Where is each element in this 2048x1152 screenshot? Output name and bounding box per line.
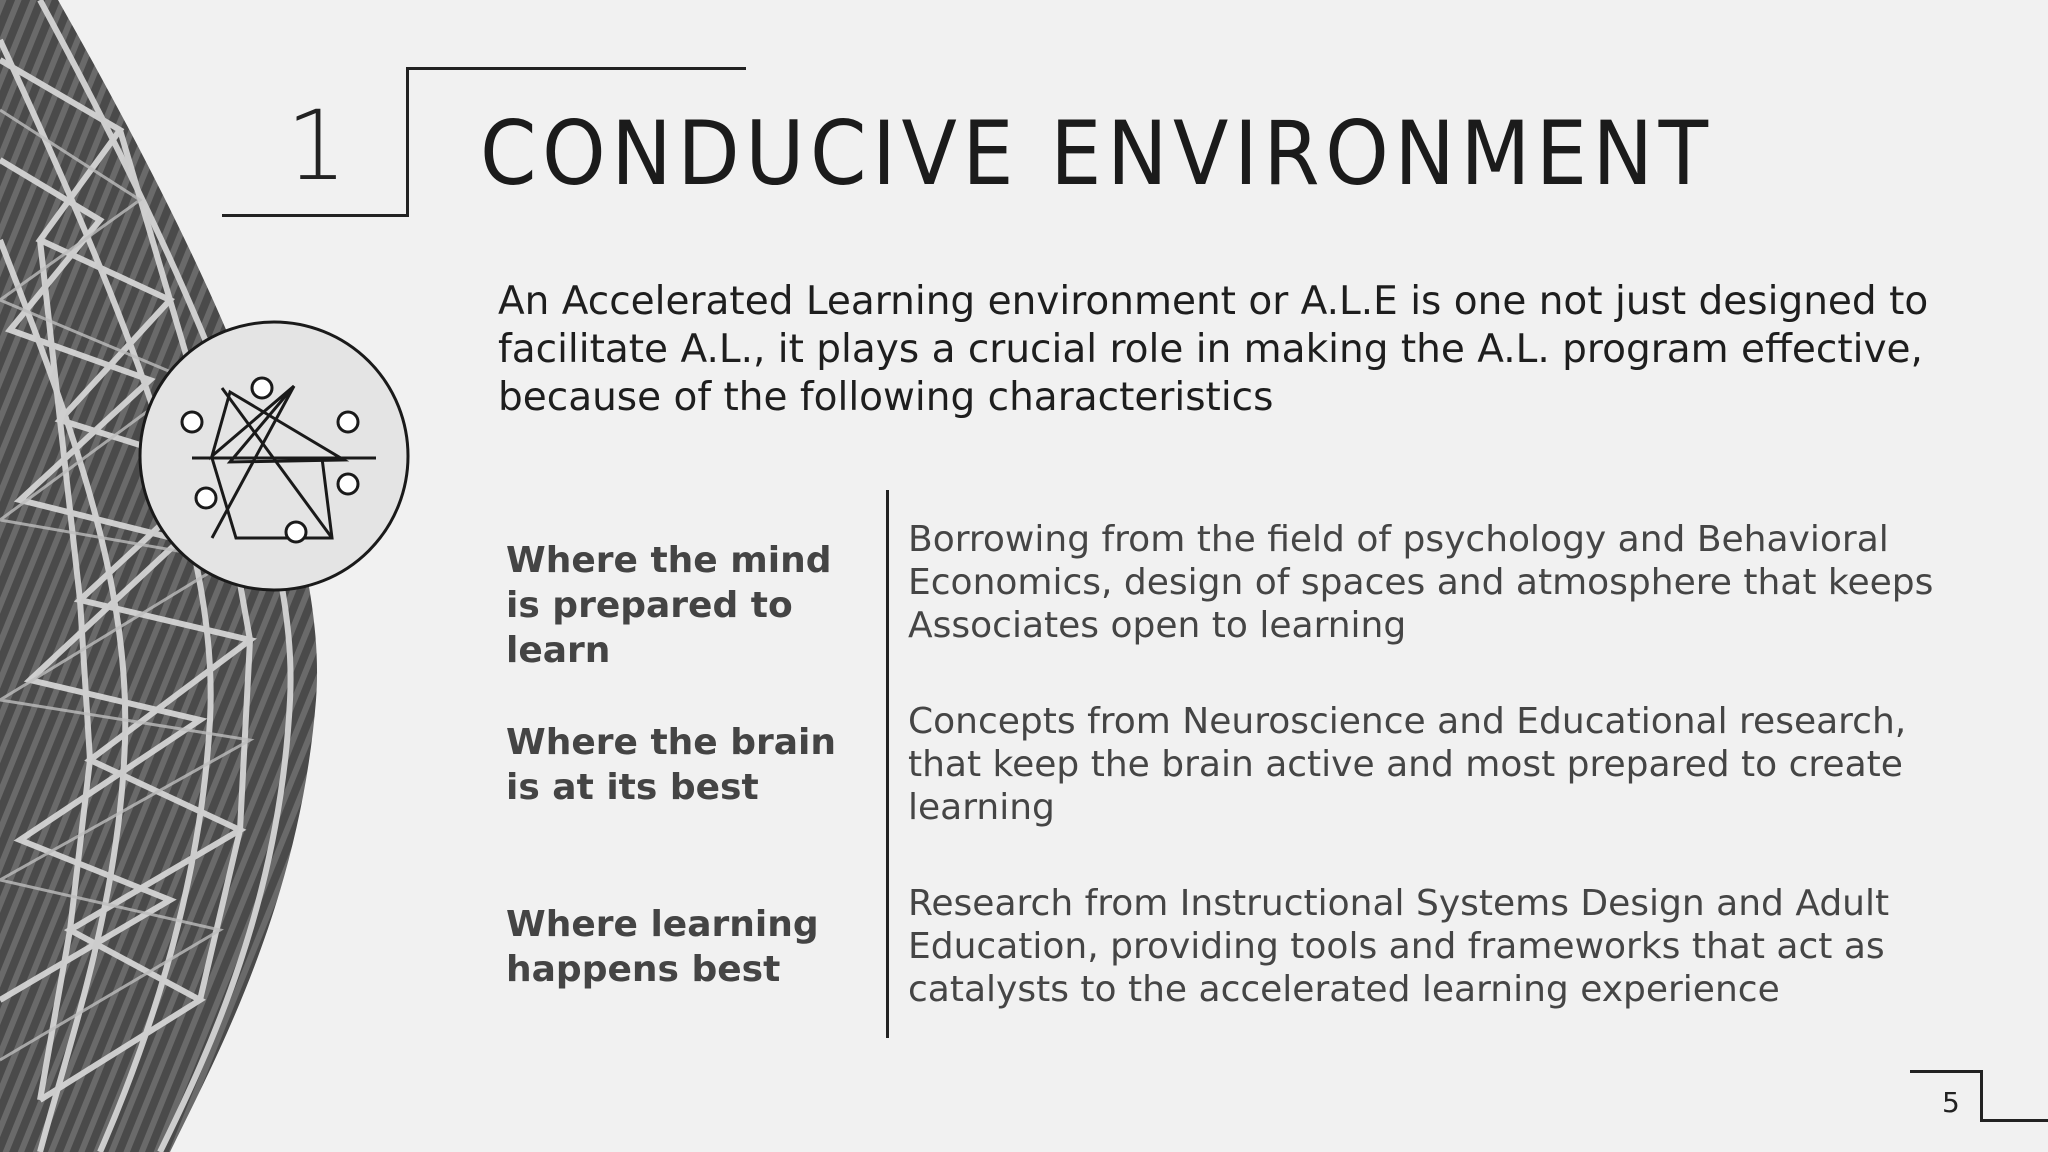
- page-bracket-vertical: [1980, 1070, 1983, 1122]
- page-number: 5: [1942, 1086, 1960, 1119]
- row-label-mind: Where the mind is prepared to learn: [506, 540, 832, 671]
- column-divider: [886, 490, 889, 1038]
- intro-paragraph: An Accelerated Learning environment or A.L.E is one not just designed to facilitate A.L., it plays a crucial role in making the A.L. program effective, because of the following characteristics: [498, 279, 1929, 420]
- row-label-learning: Where learning happens best: [506, 904, 819, 990]
- slide-title: CONDUCIVE ENVIRONMENT: [480, 102, 1714, 205]
- title-bracket-top: [406, 67, 746, 70]
- page-bracket-bottom: [1980, 1119, 2048, 1122]
- row-description-brain: Concepts from Neuroscience and Educational research, that keep the brain active and most prepared to create learning: [908, 701, 1907, 828]
- section-number: 1: [286, 90, 348, 202]
- row-description-mind: Borrowing from the field of psychology and Behavioral Economics, design of spaces and atmosphere that keeps Associates open to learning: [908, 519, 1934, 646]
- title-bracket-vertical: [406, 67, 409, 217]
- row-description-learning: Research from Instructional Systems Design and Adult Education, providing tools and frameworks that act as catalysts to the accelerated learning experience: [908, 883, 1890, 1010]
- title-bracket-bottom: [222, 214, 409, 217]
- page-bracket-top: [1910, 1070, 1982, 1073]
- star-circle-people-icon: [136, 318, 412, 594]
- row-label-brain: Where the brain is at its best: [506, 722, 837, 808]
